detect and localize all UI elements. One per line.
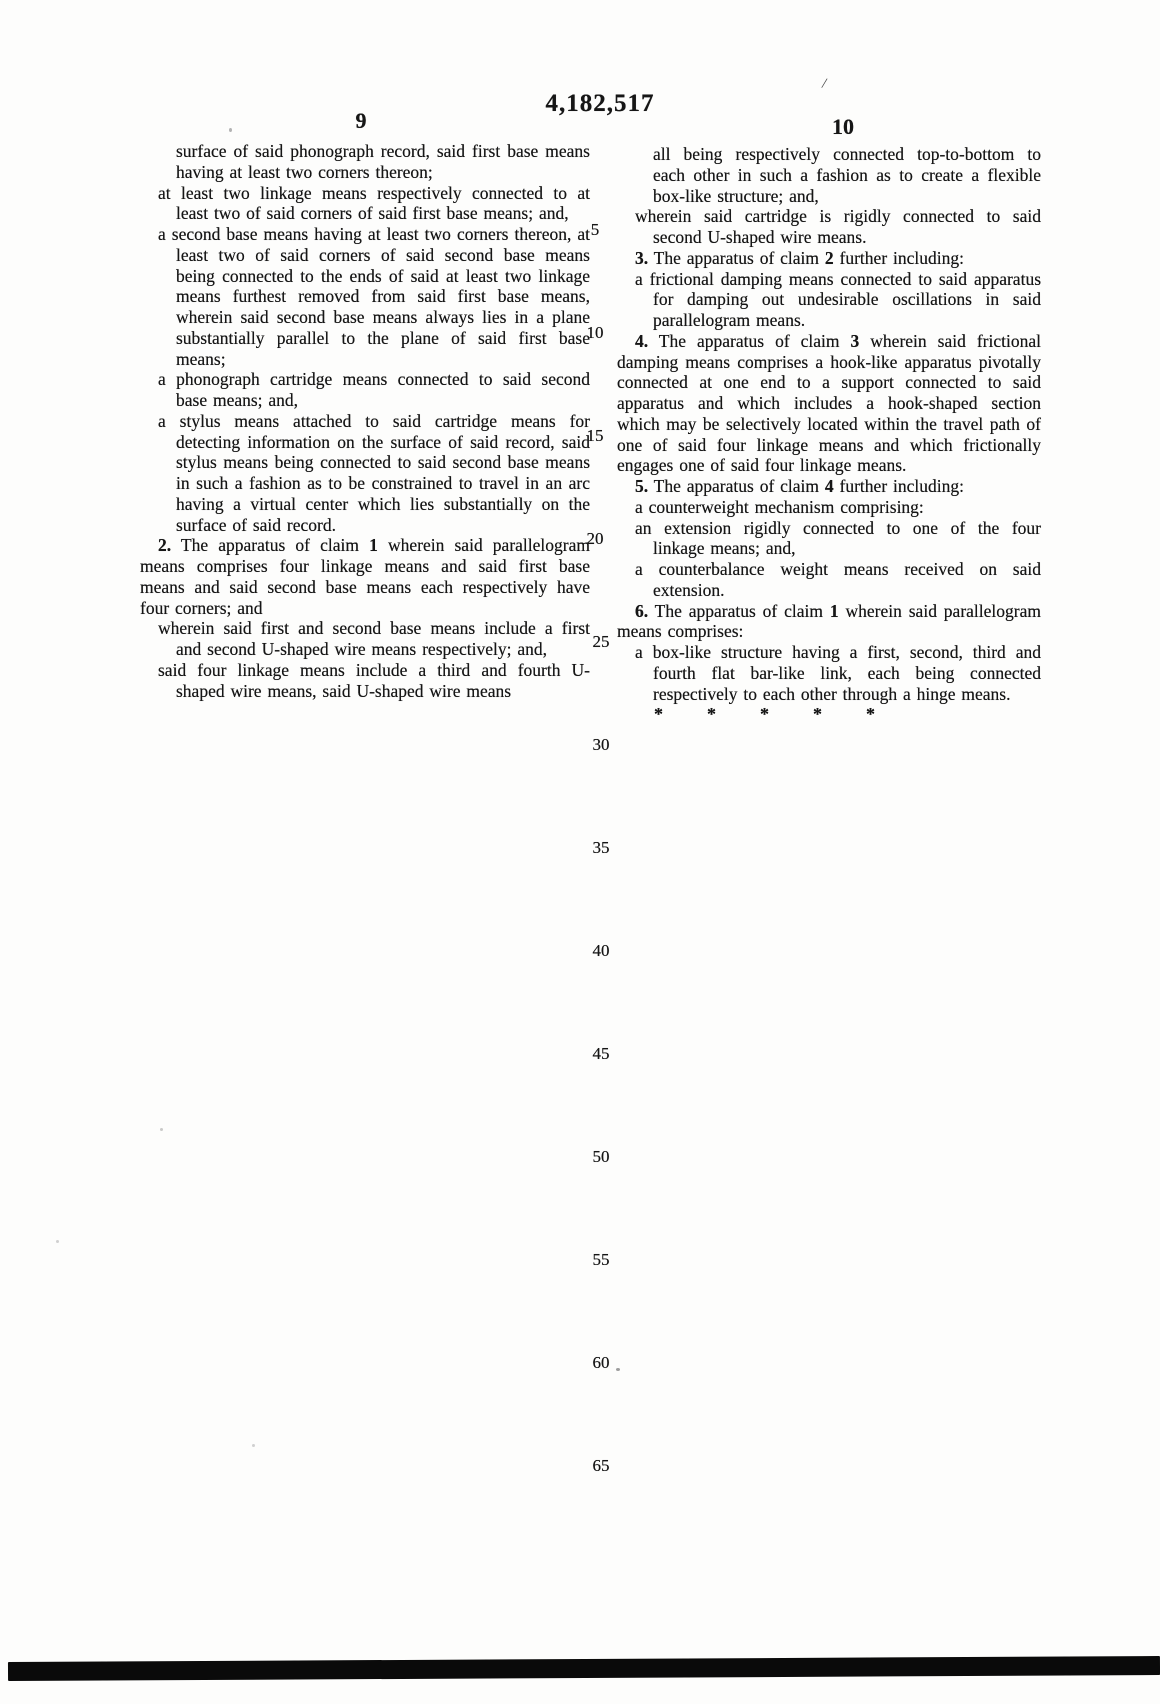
claim-text: The apparatus of claim	[648, 247, 825, 268]
claim-paragraph	[140, 535, 590, 618]
patent-number: 4,182,517	[545, 90, 655, 117]
claim-paragraph	[140, 411, 590, 536]
claim-number: 2.	[158, 535, 172, 556]
claim-number: 2	[824, 247, 834, 268]
claim-paragraph	[617, 248, 1041, 269]
claim-text: wherein said parallelogram means comprises:	[617, 600, 1041, 642]
line-number: 35	[592, 838, 610, 857]
line-number: 55	[592, 1250, 610, 1269]
line-number: 60	[592, 1353, 610, 1372]
line-number: 25	[592, 632, 610, 651]
claim-text: * * * * *	[654, 704, 894, 725]
scan-artifact-mark: /	[820, 75, 828, 93]
claim-text: all being respectively connected top-to-bottom to each other in such a fashion as to create a flexible box-like structure; and,	[653, 144, 1041, 206]
claim-text: wherein said cartridge is rigidly connected to said second U-shaped wire means.	[635, 206, 1041, 247]
claim-text: The apparatus of claim	[648, 600, 830, 621]
line-number: 40	[592, 941, 610, 960]
claim-text: wherein said frictional damping means comprises a hook-like apparatus pivotally connected at one end to a support connected to said apparatus and which includes a hook-shaped section which may be selectively located within the travel path of one of said four linkage means and which frictionally engages one of said four linkage means.	[617, 330, 1041, 476]
claim-paragraph	[140, 660, 590, 702]
claims-column-left	[140, 141, 590, 701]
claim-paragraph	[617, 497, 1041, 518]
line-number: 65	[592, 1456, 610, 1475]
claim-text: at least two linkage means respectively connected to at least two of said corners of said first base means; and,	[158, 182, 590, 224]
scan-speck	[252, 1444, 255, 1447]
claim-number: 3	[850, 330, 860, 351]
claim-number: 1	[829, 600, 839, 621]
claim-text: wherein said first and second base means include a first and second U-shaped wire means respectively; and,	[158, 618, 590, 659]
claim-paragraph	[617, 331, 1041, 476]
claim-text: a stylus means attached to said cartridge means for detecting information on the surface of said record, said stylus means being connected to said second base means in such a fashion as to be constrained to travel in an arc having a virtual center which lies substantially on the surface of said record.	[158, 410, 590, 535]
claim-paragraph	[617, 642, 1041, 704]
scan-speck	[616, 1368, 620, 1371]
claim-text: a frictional damping means connected to said apparatus for damping out undesirable oscillations in said parallelogram means.	[635, 268, 1041, 330]
claim-text: The apparatus of claim	[171, 535, 370, 556]
claim-paragraph	[617, 206, 1041, 248]
claim-paragraph	[617, 144, 1041, 206]
claim-paragraph	[617, 601, 1041, 643]
asterisk-row	[617, 704, 1041, 725]
line-number: 10	[586, 323, 604, 342]
scan-speck	[56, 1240, 59, 1243]
claim-text: The apparatus of claim	[648, 476, 825, 496]
claim-paragraph	[617, 559, 1041, 601]
claim-text: surface of said phonograph record, said first base means having at least two corners thereon;	[176, 141, 590, 182]
claim-paragraph	[140, 141, 590, 183]
claim-number: 1	[369, 535, 378, 556]
line-number: 5	[590, 220, 600, 239]
scan-speck	[229, 128, 232, 132]
column-number-right: 10	[832, 114, 854, 139]
claim-text: wherein said parallelogram means comprises four linkage means and said first base means and said second base means each respectively have four corners; and	[140, 535, 590, 618]
claim-paragraph	[140, 183, 590, 225]
claim-paragraph	[617, 269, 1041, 331]
claim-text: a box-like structure having a first, second, third and fourth flat bar-like link, each being connected respectively to each other through a hinge means.	[635, 642, 1041, 704]
claim-text: further including:	[833, 247, 964, 268]
line-number: 50	[592, 1147, 610, 1166]
claim-text: The apparatus of claim	[648, 330, 851, 351]
claim-paragraph	[617, 476, 1041, 497]
line-number: 30	[592, 735, 610, 754]
line-number: 20	[586, 529, 604, 548]
scan-artifact-bar	[8, 1656, 1160, 1681]
claim-number: 3.	[635, 247, 649, 268]
line-number: 45	[592, 1044, 610, 1063]
column-number-left: 9	[355, 108, 367, 133]
claim-paragraph	[140, 224, 590, 369]
claim-text: said four linkage means include a third and fourth U-shaped wire means, said U-shaped wire means	[158, 659, 590, 701]
claim-paragraph	[617, 518, 1041, 560]
claim-number: 6.	[635, 600, 649, 621]
claim-number: 5.	[635, 476, 649, 496]
claims-column-right	[617, 144, 1041, 725]
scan-speck	[160, 1128, 163, 1131]
claim-text: a second base means having at least two corners thereon, at least two of said corners of said second base means being connected to the ends of said at least two linkage means furthest removed from said first base means, wherein said second base means always lies in a plane substantially parallel to the plane of said first base means;	[158, 224, 590, 369]
claim-text: a counterweight mechanism comprising:	[635, 496, 924, 517]
claim-paragraph	[140, 618, 590, 660]
claim-number: 4.	[635, 330, 649, 351]
claim-text: an extension rigidly connected to one of the four linkage means; and,	[635, 517, 1041, 559]
line-number: 15	[586, 426, 604, 445]
claim-paragraph	[140, 369, 590, 411]
claim-text: a phonograph cartridge means connected to said second base means; and,	[158, 369, 590, 410]
claim-text: a counterbalance weight means received on said extension.	[635, 559, 1041, 600]
claim-number: 4	[824, 476, 834, 496]
claim-text: further including:	[833, 476, 964, 496]
